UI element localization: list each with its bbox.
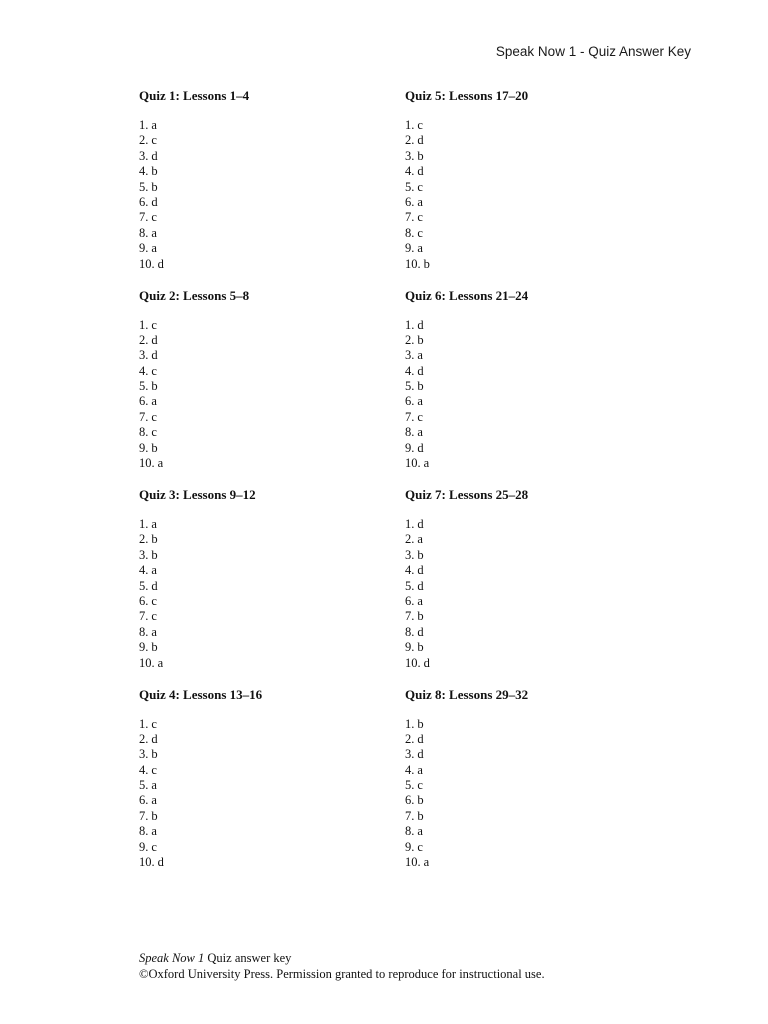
answer-item	[139, 379, 389, 394]
answer-number: 5.	[405, 578, 415, 593]
answer-letter: d	[417, 363, 424, 378]
answer-number: 1.	[405, 317, 415, 332]
answer-letter: b	[423, 256, 430, 271]
answer-letter: c	[151, 425, 157, 440]
answer-item	[405, 195, 655, 210]
answer-item	[405, 348, 655, 363]
quiz-block	[139, 88, 389, 288]
answer-letter: b	[417, 379, 424, 394]
answer-letter: b	[151, 808, 158, 823]
answer-number: 2.	[405, 731, 415, 746]
answer-number: 8.	[405, 824, 415, 839]
answer-letter: b	[151, 440, 158, 455]
answer-letter: c	[417, 839, 423, 854]
answer-item	[139, 594, 389, 609]
quiz-title: Quiz 7: Lessons 25–28	[405, 487, 529, 502]
answer-number: 10.	[139, 655, 155, 670]
answer-item	[139, 241, 389, 256]
answer-item	[405, 226, 655, 241]
answer-item	[405, 425, 655, 440]
answer-item	[139, 180, 389, 195]
answer-item	[139, 732, 389, 747]
quiz-column-left	[139, 88, 389, 886]
answer-item	[405, 778, 655, 793]
answer-item	[139, 840, 389, 855]
answer-letter: a	[417, 593, 423, 608]
answer-item	[139, 441, 389, 456]
answer-number: 5.	[405, 379, 415, 394]
answer-letter: a	[151, 778, 157, 793]
answer-letter: c	[151, 210, 157, 225]
answer-item	[405, 149, 655, 164]
answer-number: 7.	[139, 609, 149, 624]
answer-item	[405, 840, 655, 855]
answer-item	[139, 456, 389, 471]
answer-list	[405, 517, 655, 671]
answer-item	[405, 456, 655, 471]
answer-letter: a	[151, 563, 157, 578]
answer-letter: c	[151, 762, 157, 777]
quiz-block	[405, 88, 655, 288]
answer-letter: c	[151, 317, 157, 332]
answer-item	[139, 609, 389, 624]
answer-number: 6.	[139, 194, 149, 209]
quiz-title: Quiz 2: Lessons 5–8	[139, 287, 250, 303]
quiz-title: Quiz 6: Lessons 21–24	[405, 287, 529, 303]
answer-item	[139, 778, 389, 793]
answer-item	[139, 195, 389, 210]
answer-letter: a	[157, 456, 164, 471]
answer-number: 4.	[405, 563, 415, 578]
answer-letter: a	[417, 348, 423, 363]
answer-letter: d	[151, 194, 158, 209]
answer-number: 8.	[139, 824, 149, 839]
answer-letter: b	[417, 148, 424, 163]
answer-list	[405, 318, 655, 472]
answer-letter: b	[151, 179, 158, 194]
answer-item	[139, 579, 389, 594]
answer-item	[405, 747, 655, 762]
answer-number: 3.	[405, 747, 415, 762]
answer-letter: c	[151, 839, 157, 854]
answer-list	[405, 118, 655, 272]
answer-letter: a	[423, 456, 430, 471]
answer-number: 1.	[405, 716, 415, 731]
answer-letter: a	[151, 517, 157, 531]
answer-number: 4.	[139, 164, 149, 179]
answer-number: 5.	[139, 379, 149, 394]
answer-list	[405, 717, 655, 871]
answer-letter: d	[417, 164, 424, 179]
answer-number: 1.	[139, 317, 149, 332]
answer-number: 5.	[405, 179, 415, 194]
answer-number: 8.	[139, 425, 149, 440]
answer-item	[139, 348, 389, 363]
answer-letter: b	[417, 716, 424, 731]
answer-number: 8.	[139, 225, 149, 240]
answer-letter: d	[417, 578, 424, 593]
answer-item	[139, 640, 389, 655]
quiz-column-right	[405, 88, 655, 886]
answer-item	[139, 210, 389, 225]
answer-number: 1.	[139, 716, 149, 731]
answer-number: 9.	[405, 440, 415, 455]
answer-item	[405, 579, 655, 594]
footer-caption: Quiz answer key	[204, 951, 292, 965]
answer-item	[139, 793, 389, 808]
answer-number: 3.	[139, 148, 149, 163]
answer-letter: d	[417, 624, 424, 639]
answer-item	[405, 517, 655, 532]
answer-number: 4.	[139, 563, 149, 578]
answer-item	[139, 747, 389, 762]
answer-list	[139, 517, 389, 671]
answer-letter: d	[151, 348, 158, 363]
answer-number: 8.	[405, 624, 415, 639]
answer-letter: b	[151, 640, 158, 655]
answer-item	[405, 379, 655, 394]
answer-letter: a	[417, 532, 423, 547]
answer-item	[405, 732, 655, 747]
answer-item	[405, 318, 655, 333]
quiz-title: Quiz 1: Lessons 1–4	[139, 88, 250, 103]
answer-letter: a	[417, 241, 423, 256]
answer-letter: d	[417, 317, 424, 332]
answer-item	[139, 333, 389, 348]
footer-line-1	[139, 951, 545, 967]
answer-item	[405, 793, 655, 808]
answer-letter: c	[151, 363, 157, 378]
answer-number: 4.	[405, 164, 415, 179]
answer-number: 5.	[405, 778, 415, 793]
answer-letter: c	[417, 210, 423, 225]
answer-number: 6.	[405, 394, 415, 409]
answer-number: 3.	[139, 747, 149, 762]
answer-letter: a	[417, 762, 423, 777]
answer-item	[139, 425, 389, 440]
answer-number: 2.	[139, 532, 149, 547]
answer-number: 6.	[139, 394, 149, 409]
answer-item	[139, 133, 389, 148]
answer-number: 10.	[405, 855, 421, 870]
answer-number: 5.	[139, 578, 149, 593]
answer-letter: c	[151, 609, 157, 624]
answer-letter: d	[151, 332, 158, 347]
answer-letter: a	[151, 118, 157, 132]
answer-item	[405, 210, 655, 225]
answer-item	[139, 318, 389, 333]
answer-number: 3.	[405, 148, 415, 163]
answer-number: 9.	[139, 440, 149, 455]
answer-item	[139, 656, 389, 671]
answer-number: 5.	[139, 778, 149, 793]
answer-number: 3.	[405, 348, 415, 363]
answer-number: 9.	[139, 241, 149, 256]
answer-number: 2.	[139, 332, 149, 347]
answer-item	[139, 118, 389, 133]
answer-item	[405, 441, 655, 456]
answer-item	[139, 394, 389, 409]
answer-number: 10.	[139, 456, 155, 471]
answer-item	[139, 717, 389, 732]
answer-number: 7.	[405, 609, 415, 624]
answer-item	[139, 855, 389, 870]
answer-item	[139, 563, 389, 578]
answer-letter: d	[417, 747, 424, 762]
answer-item	[139, 149, 389, 164]
footer-copyright: ©Oxford University Press. Permission granted to reproduce for instructional use.	[139, 966, 545, 981]
answer-letter: d	[151, 148, 158, 163]
answer-letter: b	[417, 640, 424, 655]
answer-item	[405, 532, 655, 547]
answer-number: 6.	[405, 793, 415, 808]
answer-letter: c	[151, 593, 157, 608]
answer-item	[405, 133, 655, 148]
answer-number: 4.	[139, 363, 149, 378]
quiz-block	[405, 687, 655, 887]
answer-number: 2.	[405, 332, 415, 347]
answer-item	[139, 824, 389, 839]
answer-letter: b	[417, 332, 424, 347]
answer-item	[405, 410, 655, 425]
answer-item	[405, 180, 655, 195]
answer-number: 6.	[139, 593, 149, 608]
answer-number: 7.	[405, 210, 415, 225]
answer-letter: b	[151, 747, 158, 762]
answer-item	[405, 717, 655, 732]
answer-number: 6.	[405, 593, 415, 608]
answer-number: 4.	[405, 762, 415, 777]
page-header: Speak Now 1 - Quiz Answer Key	[495, 44, 691, 59]
answer-letter: a	[151, 793, 157, 808]
answer-letter: d	[151, 731, 158, 746]
quiz-block	[405, 487, 655, 687]
answer-item	[139, 164, 389, 179]
answer-letter: d	[157, 855, 164, 870]
answer-item	[405, 824, 655, 839]
page-footer	[139, 951, 545, 982]
answer-item	[405, 548, 655, 563]
answer-item	[405, 364, 655, 379]
answer-number: 7.	[139, 409, 149, 424]
answer-letter: c	[417, 778, 423, 793]
answer-item	[139, 532, 389, 547]
answer-number: 9.	[139, 839, 149, 854]
answer-item	[405, 640, 655, 655]
answer-number: 10.	[139, 855, 155, 870]
answer-item	[139, 257, 389, 272]
answer-item	[139, 410, 389, 425]
answer-letter: c	[417, 409, 423, 424]
answer-letter: d	[417, 440, 424, 455]
answer-letter: b	[151, 379, 158, 394]
answer-number: 7.	[405, 409, 415, 424]
answer-letter: b	[417, 793, 424, 808]
quiz-block	[405, 288, 655, 488]
answer-number: 10.	[405, 456, 421, 471]
answer-letter: a	[151, 225, 157, 240]
answer-number: 8.	[405, 425, 415, 440]
answer-item	[139, 548, 389, 563]
answer-item	[405, 333, 655, 348]
answer-number: 8.	[139, 624, 149, 639]
answer-item	[405, 609, 655, 624]
answer-item	[405, 257, 655, 272]
answer-item	[405, 241, 655, 256]
answer-number: 9.	[405, 839, 415, 854]
answer-item	[405, 164, 655, 179]
answer-number: 7.	[405, 808, 415, 823]
answer-item	[139, 625, 389, 640]
answer-letter: a	[417, 194, 423, 209]
answer-number: 9.	[405, 640, 415, 655]
answer-letter: b	[151, 547, 158, 562]
answer-number: 6.	[405, 194, 415, 209]
answer-list	[139, 318, 389, 472]
answer-item	[405, 118, 655, 133]
answer-list	[139, 717, 389, 871]
answer-letter: a	[151, 241, 157, 256]
answer-item	[139, 226, 389, 241]
answer-letter: a	[417, 824, 423, 839]
answer-number: 2.	[405, 532, 415, 547]
answer-number: 1.	[139, 118, 149, 132]
answer-number: 9.	[405, 241, 415, 256]
answer-item	[139, 763, 389, 778]
answer-letter: d	[417, 133, 424, 148]
answer-letter: a	[157, 655, 164, 670]
answer-number: 1.	[405, 118, 415, 132]
answer-number: 2.	[139, 731, 149, 746]
answer-item	[405, 625, 655, 640]
answer-list	[139, 118, 389, 272]
answer-number: 7.	[139, 808, 149, 823]
answer-letter: c	[417, 179, 423, 194]
quiz-block	[139, 487, 389, 687]
answer-item	[405, 656, 655, 671]
answer-letter: d	[417, 731, 424, 746]
answer-number: 7.	[139, 210, 149, 225]
answer-letter: d	[417, 563, 424, 578]
answer-number: 5.	[139, 179, 149, 194]
answer-item	[405, 763, 655, 778]
answer-letter: c	[151, 409, 157, 424]
answer-letter: c	[151, 716, 157, 731]
answer-number: 4.	[139, 762, 149, 777]
answer-item	[405, 563, 655, 578]
answer-number: 1.	[139, 517, 149, 531]
answer-letter: d	[423, 655, 430, 670]
quiz-block	[139, 288, 389, 488]
answer-number: 6.	[139, 793, 149, 808]
answer-letter: b	[151, 164, 158, 179]
answer-letter: a	[417, 394, 423, 409]
answer-item	[405, 809, 655, 824]
answer-letter: b	[417, 547, 424, 562]
answer-letter: a	[151, 624, 157, 639]
answer-number: 10.	[405, 655, 421, 670]
answer-number: 2.	[139, 133, 149, 148]
answer-number: 8.	[405, 225, 415, 240]
answer-item	[139, 517, 389, 532]
answer-number: 4.	[405, 363, 415, 378]
answer-number: 1.	[405, 517, 415, 531]
answer-number: 2.	[405, 133, 415, 148]
answer-number: 3.	[405, 547, 415, 562]
answer-item	[405, 594, 655, 609]
answer-item	[405, 855, 655, 870]
answer-letter: c	[417, 225, 423, 240]
answer-number: 3.	[139, 547, 149, 562]
answer-letter: d	[417, 517, 424, 531]
answer-letter: a	[417, 425, 423, 440]
answer-number: 10.	[139, 256, 155, 271]
answer-number: 9.	[139, 640, 149, 655]
quiz-title: Quiz 5: Lessons 17–20	[405, 88, 529, 103]
answer-number: 3.	[139, 348, 149, 363]
answer-item	[139, 809, 389, 824]
answer-letter: d	[151, 578, 158, 593]
answer-letter: b	[417, 808, 424, 823]
answer-letter: b	[417, 609, 424, 624]
answer-number: 10.	[405, 256, 421, 271]
answer-letter: b	[151, 532, 158, 547]
answer-item	[139, 364, 389, 379]
answer-letter: a	[151, 824, 157, 839]
answer-letter: c	[151, 133, 157, 148]
answer-item	[405, 394, 655, 409]
quiz-title: Quiz 4: Lessons 13–16	[139, 686, 263, 702]
quiz-title: Quiz 8: Lessons 29–32	[405, 686, 529, 702]
footer-book-title: Speak Now 1	[139, 951, 205, 965]
answer-letter: d	[157, 256, 164, 271]
quiz-title: Quiz 3: Lessons 9–12	[139, 487, 256, 502]
answer-letter: a	[151, 394, 157, 409]
quiz-block	[139, 687, 389, 887]
answer-letter: c	[417, 118, 423, 132]
answer-letter: a	[423, 855, 430, 870]
